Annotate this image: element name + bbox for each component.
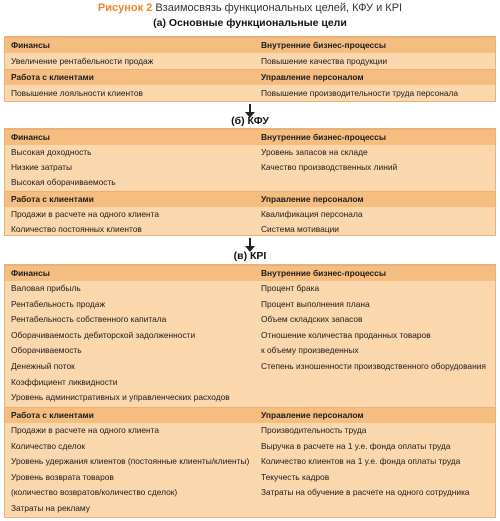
- list-item: Низкие затраты: [11, 162, 73, 172]
- list-item: Повышение лояльности клиентов: [11, 88, 144, 98]
- block-functional-goals: [4, 36, 496, 102]
- list-item: Оборачиваемость: [11, 345, 82, 356]
- section-label-a: (а) Основные функциональные цели: [153, 17, 347, 29]
- list-item: Рентабельность собственного капитала: [11, 314, 167, 325]
- list-item: Затраты на рекламу: [11, 502, 90, 513]
- list-item: Рентабельность продаж: [11, 298, 106, 309]
- list-item: Процент выполнения плана: [261, 298, 370, 309]
- quadrant-personnel: [255, 69, 500, 101]
- list-item: Степень изношенности производственного оборудования: [261, 360, 486, 371]
- quadrant-processes: [255, 129, 500, 175]
- list-item: Уровень запасов на складе: [261, 147, 368, 157]
- list-item: Продажи в расчете на одного клиента: [11, 425, 160, 435]
- list-item: Процент брака: [261, 283, 320, 293]
- list-item: Денежный поток: [11, 360, 75, 371]
- list-item: Количество сделок: [11, 440, 86, 451]
- list-item: Повышение производительности труда персонала: [261, 88, 459, 98]
- list-item: Оборачиваемость дебиторской задолженности: [11, 329, 196, 340]
- block-kfu: [4, 128, 496, 236]
- quadrant-processes: [255, 265, 500, 375]
- list-item: Качество производственных линий: [261, 162, 398, 172]
- list-item: Текучесть кадров: [261, 471, 330, 482]
- list-item: Количество клиентов на 1 у.е. фонда оплаты труда: [261, 456, 461, 467]
- quadrant-finance: [5, 37, 251, 69]
- list-item: Высокая доходность: [11, 147, 92, 157]
- quadrant-header: Финансы: [11, 40, 50, 50]
- list-item: Коэффициент ликвидности: [11, 376, 118, 387]
- list-item: Уровень административных и управленческих расходов: [11, 392, 230, 403]
- quadrant-personnel: [255, 407, 500, 501]
- list-item: Уровень удержания клиентов (постоянные клиенты/клиенты): [11, 456, 250, 467]
- list-item: Отношение количества проданных товаров: [261, 329, 431, 340]
- quadrant-header: Внутренние бизнес-процессы: [261, 268, 386, 278]
- list-item: Уровень возврата товаров: [11, 471, 114, 482]
- quadrant-clients: [5, 407, 251, 517]
- list-item: Квалификация персонала: [261, 209, 363, 219]
- list-item: Количество постоянных клиентов: [11, 224, 142, 234]
- quadrant-header: Управление персоналом: [261, 410, 364, 420]
- list-item: Продажи в расчете на одного клиента: [11, 209, 160, 219]
- quadrant-header: Управление персоналом: [261, 72, 364, 82]
- list-item: Высокая оборачиваемость: [11, 177, 116, 187]
- quadrant-finance: [5, 265, 251, 406]
- quadrant-header: Работа с клиентами: [11, 72, 94, 82]
- list-item: Система мотивации: [261, 224, 339, 234]
- list-item: Объем складских запасов: [261, 314, 363, 325]
- list-item: Затраты на обучение в расчете на одного сотрудника: [261, 487, 470, 498]
- quadrant-header: Финансы: [11, 132, 50, 142]
- quadrant-clients: [5, 69, 251, 101]
- list-item: Повышение качества продукции: [261, 56, 388, 66]
- list-item: к объему произведенных: [261, 345, 359, 356]
- quadrant-processes: [255, 37, 500, 69]
- section-label-b: (б) КФУ: [231, 115, 269, 127]
- figure-caption: [0, 2, 500, 15]
- section-label-c: (в) КРІ: [233, 250, 267, 262]
- list-item: Производительность труда: [261, 425, 367, 435]
- list-item: Увеличение рентабельности продаж: [11, 56, 154, 66]
- quadrant-header: Финансы: [11, 268, 50, 278]
- list-item: (количество возвратов/количество сделок): [11, 487, 178, 498]
- figure-title: Взаимосвязь функциональных целей, КФУ и КРІ: [152, 2, 403, 14]
- quadrant-clients: [5, 191, 251, 237]
- block-kpi: [4, 264, 496, 518]
- quadrant-personnel: [255, 191, 500, 237]
- list-item: Валовая прибыль: [11, 283, 81, 293]
- quadrant-finance: [5, 129, 251, 190]
- figure-number: Рисунок 2: [97, 2, 153, 14]
- quadrant-header: Работа с клиентами: [11, 194, 94, 204]
- quadrant-header: Работа с клиентами: [11, 410, 94, 420]
- list-item: Выручка в расчете на 1 у.е. фонда оплаты труда: [261, 440, 451, 451]
- quadrant-header: Внутренние бизнес-процессы: [261, 132, 386, 142]
- quadrant-header: Управление персоналом: [261, 194, 364, 204]
- quadrant-header: Внутренние бизнес-процессы: [261, 40, 386, 50]
